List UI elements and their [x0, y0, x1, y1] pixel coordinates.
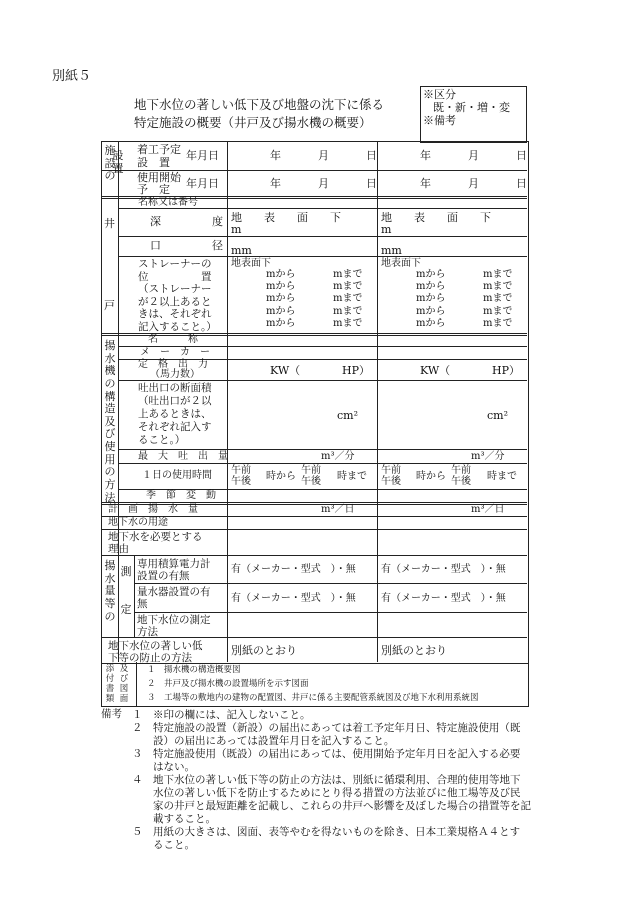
strainer-to-0-4: mまで: [333, 317, 363, 329]
row-chakko-a: 着工予定: [137, 143, 181, 156]
strainer-from-1-4: mから: [416, 317, 446, 329]
row-shiyo-b: 予 定: [137, 183, 170, 196]
section-sokutei: 揚 水 量 等 の: [104, 559, 116, 623]
kubun-options: 既・新・増・変: [433, 101, 510, 114]
strainer-to-0-2: mまで: [333, 293, 363, 305]
attach-label: 添 付 書 類: [105, 664, 115, 704]
row-chakko-ymd: 年月日: [186, 149, 219, 162]
strainer-to-1-0: mまで: [483, 269, 513, 280]
outlet-label: 吐出口の断面積 （吐出口が２以 上あるときは、 それぞれ記入す ること。）: [138, 382, 212, 446]
strainer-from-0-4: mから: [266, 317, 296, 329]
form-number: 別紙５: [52, 69, 92, 84]
row-name: 名称又は番号: [138, 197, 198, 208]
attach-item-2: ２ 井戸及び揚水機の設置場所を示す図面: [147, 679, 309, 689]
form-title-line2: 特定施設の概要（井戸及び揚水機の概要）: [134, 115, 372, 130]
note-2: ２ 特定施設の設置（新設）の届出にあっては着工予定年月日、特定施設使用（既 設）の届出にあっては設置年月日を記入すること。: [132, 722, 521, 747]
strainer-to-1-3: mまで: [483, 305, 513, 317]
depth-value-2: 地 表 面 下: [381, 211, 491, 224]
row-chakko-b: 設 置: [137, 156, 170, 169]
strainer-label: ストレーナーの 位 置 （ストレーナー が２以上あると きは、それぞれ 記入すること。）: [138, 258, 217, 333]
biko-mark: ※備考: [423, 114, 456, 127]
strainer-to-1-4: mまで: [483, 317, 513, 329]
strainer-from-1-2: mから: [416, 293, 446, 305]
strainer-from-0-2: mから: [266, 293, 296, 305]
notes-label: 備考: [101, 708, 122, 720]
strainer-to-0-1: mまで: [333, 281, 363, 293]
attach-item-3: ３ 工場等の敷地内の建物の配置図、井戸に係る主要配管系統図及び地下水利用系統図: [147, 693, 479, 703]
note-3: ３ 特定施設使用（既設）の届出にあっては、使用開始予定年月日を記入する必要 はない。: [132, 748, 521, 773]
strainer-from-0-3: mから: [266, 305, 296, 317]
kubun-label: ※区分: [423, 88, 456, 101]
note-1: １ ※印の欄には、記入しないこと。: [132, 709, 311, 721]
form-sheet: 別紙５ 地下水位の著しい低下及び地盤の沈下に係る 特定施設の概要（井戸及び揚水機の概要） ※区分 既・新・増・変 ※備考 施 設 の 設 置 井 戸 揚 水 機 の 構 造 及 び 使 用 の 方 法 揚 水 量 等 の 測 定 着工予定 設 置 年月日 年 月 日 年 月 日 使用開始 予 定 年月日 年 月 日 年 月 日 名称又は番号 深 度 地 表 面 下 m 地 表 面 下 m 口 径 mm mm ストレーナーの 位 置 （ストレーナー が２以上あると きは、それぞれ 記入すること。） 地表面下 地表面下 mから mまで mから mまで mから mまで mから mまで mから mまで mから mまで mから mまで mから mまで mから mまで mから mまで 名 称 メ ー カ ー 定 格 出 力 （馬力数） KW（ HP） KW（ HP） 吐出口の断面積 （吐出口が２以 上あるときは、 それぞれ記入す ること。） cm² cm² 最 大 吐 出 量 m³／分 m³／分 １日の使用時間 午前 午後 時から 午前 午後 時まで 午前 午後 時から 午前 午後 時まで 季 節 変 動 計 画 揚 水 量 m³／日 m³／日 地下水の用途 地下水を必要とする 理由 専用積算電力計 設置の有無 有（メーカー・型式 ）・無 有（メーカー・型式 ）・無 量水器設置の有 無 有（メーカー・型式 ）・無 有（メーカー・型式 ）・無 地下水位の測定 方法 地下水位の著しい低 下等の防止の方法 別紙のとおり 別紙のとおり 添 付 書 類 及 び 図 面 １ 揚水機の構造概要図 ２ 井戸及び揚水機の設置場所を示す図面 ３ 工場等の敷地内の建物の配置図、井戸に係る主要配管系統図及び地下水利用系統図 備考 １ ※印の欄には、記入しないこと。 ２ 特定施設の設置（新設）の届出にあっては着工予定年月日、特定施設使用（既 設）の届出にあっては設置年月日を記入すること。 ３ 特定施設使用（既設）の届出にあっては、使用開始予定年月日を記入する必要 はない。 ４ 地下水位の著しい低下等の防止の方法は、別紙に循環利用、合理的使用等地下 水位の著しい低下を防止するためにとり得る措置の方法並びに他工場等及び民 家の井戸と最短距離を記載し、これらの井戸へ影響を及ぼした場合の措置等を記 載すること。 ５ 用紙の大きさは、図面、表等やむを得ないものを除き、日本工業規格Ａ４とす ること。: [52, 69, 531, 851]
note-4: ４ 地下水位の著しい低下等の防止の方法は、別紙に循環利用、合理的使用等地下 水位の著しい低下を防止するためにとり得る措置の方法並びに他工場等及び民 家の井戸と最短距離を記載し、これらの井戸へ影響を及ぼした場合の措置等を記 載すること。: [132, 774, 531, 825]
strainer-from-1-0: mから: [416, 269, 446, 280]
section-ido-1: 井: [104, 217, 115, 230]
strainer-to-1-2: mまで: [483, 293, 513, 305]
strainer-from-1-3: mから: [416, 305, 446, 317]
strainer-from-0-0: mから: [266, 269, 296, 280]
attach-item-1: １ 揚水機の構造概要図: [147, 665, 241, 675]
section-shisetsu: 施 設 の: [104, 144, 116, 183]
strainer-from-1-1: mから: [416, 281, 446, 293]
strainer-to-1-1: mまで: [483, 281, 513, 293]
depth-value-1: 地 表 面 下: [231, 211, 341, 224]
section-yousuiki: 揚 水 機 の 構 造 及 び 使 用 の 方 法: [104, 339, 116, 504]
strainer-to-0-3: mまで: [333, 305, 363, 317]
note-5: ５ 用紙の大きさは、図面、表等やむを得ないものを除き、日本工業規格Ａ４とす ること。: [132, 826, 521, 851]
strainer-to-0-0: mまで: [333, 269, 363, 280]
row-shiyo-a: 使用開始: [137, 171, 181, 184]
section-ido-2: 戸: [104, 299, 115, 312]
strainer-from-0-1: mから: [266, 281, 296, 293]
form-title-line1: 地下水位の著しい低下及び地盤の沈下に係る: [134, 97, 385, 112]
